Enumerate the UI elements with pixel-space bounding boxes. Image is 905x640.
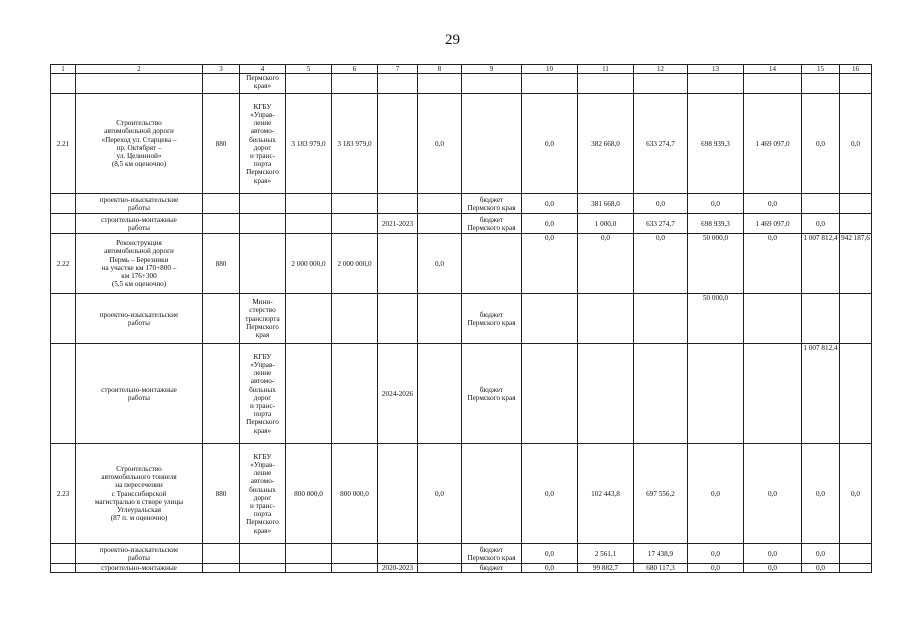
table-cell: 1 469 097,0	[744, 94, 802, 194]
table-cell: 102 443,8	[578, 444, 634, 544]
table-cell: 0,0	[522, 444, 578, 544]
row-number: 2.23	[51, 444, 76, 544]
table-cell: 0,0	[688, 544, 744, 564]
table-cell	[378, 194, 418, 214]
table-cell: бюджет Пермского края	[462, 544, 522, 564]
table-cell	[203, 294, 240, 344]
table-cell	[240, 544, 286, 564]
header-cell: 15	[802, 65, 840, 74]
table-cell	[332, 544, 378, 564]
item-name: проектно-изыскательские работы	[76, 194, 203, 214]
table-cell	[378, 444, 418, 544]
table-cell	[462, 94, 522, 194]
table-row	[51, 194, 872, 214]
table-cell	[203, 564, 240, 573]
table-cell	[51, 294, 76, 344]
table-cell	[744, 74, 802, 94]
table-cell	[840, 194, 872, 214]
table-cell: 0,0	[522, 234, 578, 294]
table-cell	[286, 344, 332, 444]
table-cell: 0,0	[418, 444, 462, 544]
table-cell	[418, 214, 462, 234]
table-cell	[286, 544, 332, 564]
header-cell: 5	[286, 65, 332, 74]
table-cell: Пермского края»	[240, 74, 286, 94]
table-cell	[203, 214, 240, 234]
table-cell	[462, 234, 522, 294]
table-cell	[286, 74, 332, 94]
table-cell: 0,0	[744, 544, 802, 564]
header-cell: 1	[51, 65, 76, 74]
header-cell: 8	[418, 65, 462, 74]
table-cell: 2024-2026	[378, 344, 418, 444]
table-cell	[332, 194, 378, 214]
table-cell: 2020-2023	[378, 564, 418, 573]
header-cell: 16	[840, 65, 872, 74]
table-cell: 1 007 812,4	[802, 234, 840, 294]
table-cell: 697 556,2	[634, 444, 688, 544]
table-cell: 0,0	[744, 444, 802, 544]
table-cell	[203, 74, 240, 94]
table-row	[51, 234, 872, 294]
table-cell	[418, 564, 462, 573]
row-number: 2.21	[51, 94, 76, 194]
table-cell: 50 000,0	[688, 234, 744, 294]
table-cell: 0,0	[522, 564, 578, 573]
table-cell: 3 183 979,0	[332, 94, 378, 194]
header-cell: 6	[332, 65, 378, 74]
table-cell	[840, 344, 872, 444]
table-cell: КГБУ «Управ- ление автомо- бильных дорог и транс- порта Пермского края»	[240, 344, 286, 444]
table-cell	[286, 214, 332, 234]
table-cell	[51, 214, 76, 234]
table-cell: 0,0	[634, 234, 688, 294]
header-cell: 12	[634, 65, 688, 74]
table-cell: 1 469 097,0	[744, 214, 802, 234]
table-cell	[634, 74, 688, 94]
table-cell: 0,0	[802, 564, 840, 573]
header-cell: 14	[744, 65, 802, 74]
item-name: Строительство автомобильного тоннеля на пересечении с Транссибирской магистралью в створе улицы Углеуральская (87 п. м оценочно)	[76, 444, 203, 544]
table-row	[51, 444, 872, 544]
table-cell	[462, 444, 522, 544]
table-cell	[378, 544, 418, 564]
table-cell	[286, 294, 332, 344]
header-cell: 13	[688, 65, 744, 74]
table-cell	[51, 344, 76, 444]
header-cell: 2	[76, 65, 203, 74]
table-cell: Мини- стерство транспорта Пермского края	[240, 294, 286, 344]
table-row	[51, 294, 872, 344]
header-cell: 4	[240, 65, 286, 74]
table-cell	[802, 294, 840, 344]
table-cell	[802, 74, 840, 94]
table-cell: 0,0	[688, 444, 744, 544]
table-cell: 2 000 000,0	[332, 234, 378, 294]
table-cell: бюджет Пермского края	[462, 194, 522, 214]
table-cell: 800 000,0	[332, 444, 378, 544]
table-cell: 0,0	[522, 94, 578, 194]
table-cell	[840, 214, 872, 234]
table-cell	[240, 214, 286, 234]
table-cell: КГБУ «Управ- ление автомо- бильных дорог и транс- порта Пермского края»	[240, 444, 286, 544]
table-cell	[418, 344, 462, 444]
header-cell: 9	[462, 65, 522, 74]
table-cell: 2021-2023	[378, 214, 418, 234]
table-cell: 1 007 812,4	[802, 344, 840, 444]
table-cell: 50 000,0	[688, 294, 744, 344]
table-cell	[332, 294, 378, 344]
table-cell	[840, 564, 872, 573]
table-cell	[332, 564, 378, 573]
table-cell: 2 000 000,0	[286, 234, 332, 294]
table-cell: бюджет Пермского края	[462, 344, 522, 444]
table-cell: 680 117,3	[634, 564, 688, 573]
table-cell: КГБУ «Управ- ление автомо- бильных дорог и транс- порта Пермского края»	[240, 94, 286, 194]
budget-table	[50, 64, 872, 573]
table-cell: 99 882,7	[578, 564, 634, 573]
table-cell	[203, 194, 240, 214]
table-cell	[240, 194, 286, 214]
table-cell	[578, 74, 634, 94]
table-cell: 0,0	[840, 94, 872, 194]
table-cell	[418, 544, 462, 564]
table-cell	[240, 564, 286, 573]
table-cell: 0,0	[418, 234, 462, 294]
table-cell: 0,0	[688, 194, 744, 214]
table-cell	[51, 544, 76, 564]
table-cell: бюджет Пермского края	[462, 294, 522, 344]
table-cell	[802, 194, 840, 214]
table-cell	[240, 234, 286, 294]
table-cell	[332, 74, 378, 94]
table-cell	[744, 294, 802, 344]
table-cell	[840, 74, 872, 94]
table-cell: 0,0	[802, 94, 840, 194]
table-cell: 698 939,3	[688, 94, 744, 194]
table-cell: 0,0	[802, 444, 840, 544]
table-cell: 0,0	[744, 234, 802, 294]
table-cell	[286, 564, 332, 573]
table-cell	[418, 194, 462, 214]
table-cell: 880	[203, 94, 240, 194]
table-cell	[840, 544, 872, 564]
table-cell: 3 183 979,0	[286, 94, 332, 194]
table-cell	[522, 344, 578, 444]
table-cell	[286, 194, 332, 214]
row-number: 2.22	[51, 234, 76, 294]
header-row	[51, 65, 872, 74]
table-cell: 880	[203, 234, 240, 294]
table-cell	[332, 214, 378, 234]
header-cell: 10	[522, 65, 578, 74]
table-cell	[634, 294, 688, 344]
table-cell: 942 187,6	[840, 234, 872, 294]
table-cell	[203, 544, 240, 564]
header-cell: 11	[578, 65, 634, 74]
table-cell	[51, 74, 76, 94]
table-cell	[378, 74, 418, 94]
table-cell	[578, 344, 634, 444]
item-name: строительно-монтажные работы	[76, 214, 203, 234]
table-cell	[462, 74, 522, 94]
header-cell: 7	[378, 65, 418, 74]
table-cell	[378, 94, 418, 194]
table-cell	[378, 294, 418, 344]
table-cell: 0,0	[522, 544, 578, 564]
item-name: строительно-монтажные работы	[76, 344, 203, 444]
table-cell	[418, 294, 462, 344]
table-cell	[51, 194, 76, 214]
table-row	[51, 74, 872, 94]
table-cell: 2 561,1	[578, 544, 634, 564]
table-cell: 0,0	[802, 544, 840, 564]
table-cell: 633 274,7	[634, 214, 688, 234]
table-cell: 800 000,0	[286, 444, 332, 544]
table-cell: бюджет	[462, 564, 522, 573]
table-row	[51, 94, 872, 194]
table-cell: 0,0	[802, 214, 840, 234]
table-cell	[378, 234, 418, 294]
table-cell: 698 939,3	[688, 214, 744, 234]
table-cell: 0,0	[418, 94, 462, 194]
table-cell	[51, 564, 76, 573]
table-cell: бюджет Пермского края	[462, 214, 522, 234]
table-cell: 0,0	[744, 194, 802, 214]
table-cell	[688, 344, 744, 444]
table-cell	[688, 74, 744, 94]
table-cell	[840, 294, 872, 344]
table-cell: 0,0	[744, 564, 802, 573]
table-cell	[522, 294, 578, 344]
item-name: проектно-изыскательские работы	[76, 544, 203, 564]
table-cell: 17 438,9	[634, 544, 688, 564]
table-row	[51, 544, 872, 564]
table-cell	[418, 74, 462, 94]
table-cell: 880	[203, 444, 240, 544]
table-cell	[634, 344, 688, 444]
table-cell: 0,0	[578, 234, 634, 294]
table-cell: 0,0	[840, 444, 872, 544]
item-name: Строительство автомобильной дороги «Переход ул. Старцева – пр. Октябрят – ул. Целинной» (8,5 км оценочно)	[76, 94, 203, 194]
table-cell	[332, 344, 378, 444]
table-row	[51, 564, 872, 573]
table-cell	[203, 344, 240, 444]
item-name: строительно-монтажные	[76, 564, 203, 573]
table-cell: 0,0	[688, 564, 744, 573]
item-name: Реконструкция автомобильной дороги Пермь – Березники на участке км 170+800 – км 176+300 (5,5 км оценочно)	[76, 234, 203, 294]
table-cell	[578, 294, 634, 344]
table-row	[51, 344, 872, 444]
table-cell: 633 274,7	[634, 94, 688, 194]
item-name: проектно-изыскательские работы	[76, 294, 203, 344]
page-number: 29	[445, 32, 460, 48]
table-cell	[76, 74, 203, 94]
table-cell: 382 668,0	[578, 94, 634, 194]
table-cell: 0,0	[522, 194, 578, 214]
table-cell: 0,0	[522, 214, 578, 234]
table-cell: 1 000,0	[578, 214, 634, 234]
header-cell: 3	[203, 65, 240, 74]
table-cell	[522, 74, 578, 94]
table-cell	[744, 344, 802, 444]
table-row	[51, 214, 872, 234]
table-cell: 0,0	[634, 194, 688, 214]
table-cell: 381 668,0	[578, 194, 634, 214]
